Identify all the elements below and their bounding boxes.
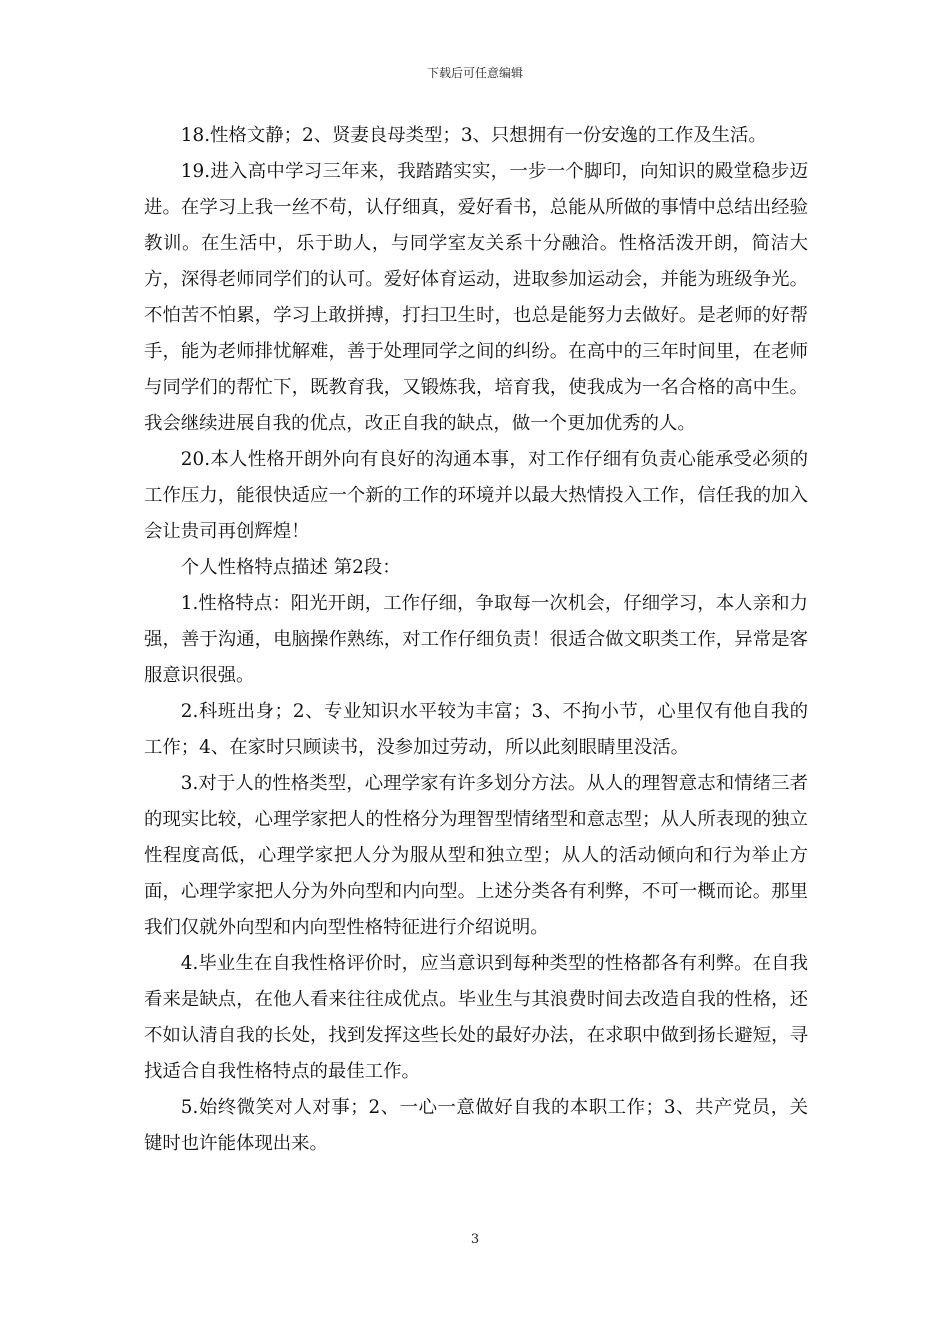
paragraph-2: 2.科班出身；2、专业知识水平较为丰富；3、不拘小节，心里仅有他自我的工作；4、在家时只顾读书，没参加过劳动，所以此刻眼睛里没活。 (144, 701, 808, 758)
section-heading: 个人性格特点描述 第2段： (180, 557, 401, 578)
paragraph-5: 5.始终微笑对人对事；2、一心一意做好自我的本职工作；3、共产党员，关键时也许能体现出来。 (144, 1097, 808, 1154)
page-header: 下载后可任意编辑 (426, 66, 523, 80)
paragraph-20: 20.本人性格开朗外向有良好的沟通本事，对工作仔细有负责心能承受必须的工作压力，能很快适应一个新的工作的环境并以最大热情投入工作，信任我的加入会让贵司再创辉煌！ (144, 449, 808, 542)
paragraph-1: 1.性格特点：阳光开朗，工作仔细，争取每一次机会，仔细学习，本人亲和力强，善于沟通，电脑操作熟练，对工作仔细负责！很适合做文职类工作，异常是客服意识很强。 (144, 593, 808, 686)
paragraph-19: 19.进入高中学习三年来，我踏踏实实，一步一个脚印，向知识的殿堂稳步迈进。在学习上我一丝不苟，认仔细真，爱好看书，总能从所做的事情中总结出经验教训。在生活中，乐于助人，与同学室友关系十分融洽。性格活泼开朗，简洁大方，深得老师同学们的认可。爱好体育运动，进取参加运动会，并能为班级争光。不怕苦不怕累，学习上敢拼搏，打扫卫生时，也总是能努力去做好。是老师的好帮手，能为老师排忧解难，善于处理同学之间的纠纷。在高中的三年时间里，在老师与同学们的帮忙下，既教育我，又锻炼我，培育我，使我成为一名合格的高中生。我会继续进展自我的优点，改正自我的缺点，做一个更加优秀的人。 (144, 161, 808, 434)
document-body (144, 118, 808, 1162)
paragraph-3: 3.对于人的性格类型，心理学家有许多划分方法。从人的理智意志和情绪三者的现实比较，心理学家把人的性格分为理智型情绪型和意志型；从人所表现的独立性程度高低，心理学家把人分为服从型和独立型；从人的活动倾向和行为举止方面，心理学家把人分为外向型和内向型。上述分类各有利弊，不可一概而论。那里我们仅就外向型和内向型性格特征进行介绍说明。 (144, 773, 808, 938)
paragraph-18: 18.性格文静；2、贤妻良母类型；3、只想拥有一份安逸的工作及生活。 (180, 125, 767, 146)
paragraph-4: 4.毕业生在自我性格评价时，应当意识到每种类型的性格都各有利弊。在自我看来是缺点，在他人看来往往成优点。毕业生与其浪费时间去改造自我的性格，还不如认清自我的长处，找到发挥这些长处的最好办法，在求职中做到扬长避短，寻找适合自我性格特点的最佳工作。 (144, 953, 808, 1082)
page-number: 3 (470, 1232, 480, 1247)
